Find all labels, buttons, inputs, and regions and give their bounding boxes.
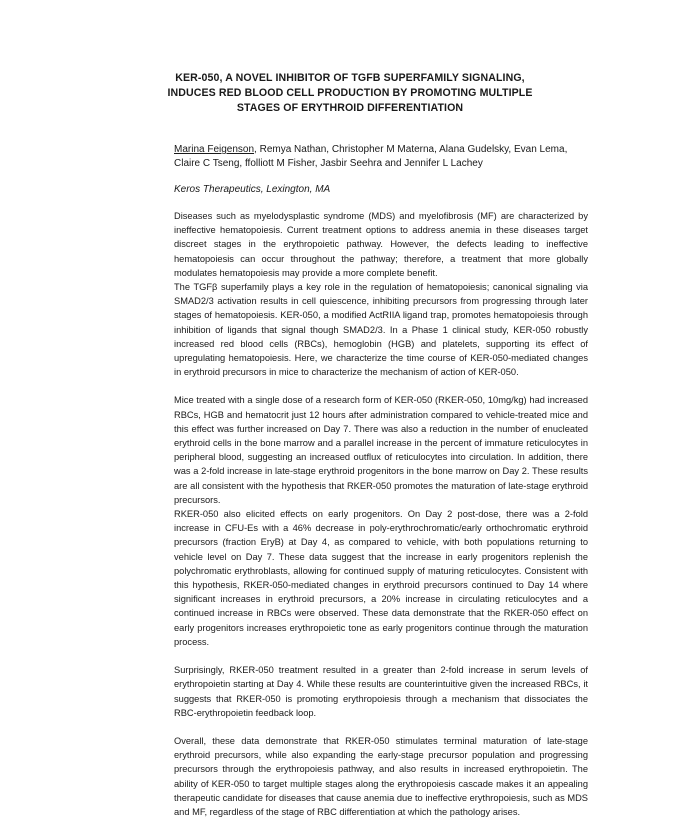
paragraph-early-progenitors: RKER-050 also elicited effects on early progenitors. On Day 2 post-dose, there was a 2-fold increase in CFU-Es with a 46% decrease in poly-erythrochromatic/early orthochromatic erythroid precursors (fraction EryB) at Day 4, as compared to vehicle, with both populations returning to vehicle level on Day 7. These data suggest that the increase in early progenitors replenish the polychromatic erythroblasts, allowing for continued supply of maturing reticulocytes. Consistent with this hypothesis, RKER-050-mediated changes in erythroid precursors continued to Day 14 where significant increases in erythroid precursors, a 20% increase in circulating reticulocytes and a continued increase in RBCs were observed. These data demonstrate that the RKER-050 effect on early progenitors increases erythropoietic tone as early progenitors continue through the maturation process. (174, 509, 588, 647)
paragraph-erythropoietin: Surprisingly, RKER-050 treatment resulted in a greater than 2-fold increase in serum levels of erythropoietin starting at Day 4. While these results are counterintuitive given the increased RBCs, it suggests that RKER-050 is promoting erythropoiesis through a mechanism that dissociates the RBC-erythropoietin feedback loop. (174, 665, 588, 718)
paragraph-late-stage: Mice treated with a single dose of a research form of KER-050 (RKER-050, 10mg/kg) had increased RBCs, HGB and hematocrit just 12 hours after administration compared to vehicle-treated mice and this effect was further increased on Day 7. There was also a reduction in the number of enucleated erythroid cells in the bone marrow and a parallel increase in the percent of immature reticulocytes in peripheral blood, suggesting an increased outflux of reticulocytes into circulation. In addition, there was a 2-fold increase in late-stage erythroid progenitors in the bone marrow on Day 2. These results are all consistent with the hypothesis that RKER-050 promotes the maturation of late-stage erythroid precursors. (174, 395, 588, 505)
author-list (174, 143, 589, 171)
co-authors: , Remya Nathan, Christopher M Materna, Alana Gudelsky, Evan Lema, Claire C Tseng, ffolliott M Fisher, Jasbir Seehra and Jennifer L Lachey (174, 144, 568, 169)
paragraph-tgfb: The TGFβ superfamily plays a key role in the regulation of hematopoiesis; canonical signaling via SMAD2/3 activation results in cell quiescence, inhibiting precursors from progressing through later stages of hematopoiesis. KER-050, a modified ActRIIA ligand trap, promotes hematopoiesis through inhibition of ligands that signal though SMAD2/3. In a Phase 1 clinical study, KER-050 robustly increased red blood cells (RBCs), hemoglobin (HGB) and platelets, supporting its effect of upregulating hematopoiesis. Here, we characterize the time course of KER-050-mediated changes in erythroid precursors in mice to characterize the mechanism of action of KER-050. (174, 282, 588, 378)
presenting-author: Marina Feigenson (174, 144, 255, 155)
affiliation: Keros Therapeutics, Lexington, MA (174, 184, 331, 195)
paragraph-conclusion: Overall, these data demonstrate that RKER-050 stimulates terminal maturation of late-stage erythroid precursors, while also expanding the early-stage precursor population and progressing precursors through the erythropoiesis pathway, and also results in increased erythropoietin. The ability of KER-050 to target multiple stages along the erythropoiesis cascade makes it an appealing therapeutic candidate for diseases that cause anemia due to ineffective erythropoiesis, such as MDS and MF, regardless of the stage of RBC differentiation at which the pathology arises. (174, 735, 588, 817)
document-title: KER-050, A NOVEL INHIBITOR OF TGFB SUPERFAMILY SIGNALING, INDUCES RED BLOOD CELL PRODUCTION BY PROMOTING MULTIPLE STAGES OF ERYTHROID DIFFERENTIATION (167, 72, 533, 114)
abstract-body (174, 209, 588, 819)
paragraph-background: Diseases such as myelodysplastic syndrome (MDS) and myelofibrosis (MF) are characterized by ineffective hematopoiesis. Current treatment options to address anemia in these diseases target discreet stages in the erythropoietic pathway. However, the defects leading to ineffective hematopoiesis can occur throughout the pathway; therefore, a treatment that more globally modulates hematopoiesis may provide a more complete benefit. (174, 211, 588, 278)
